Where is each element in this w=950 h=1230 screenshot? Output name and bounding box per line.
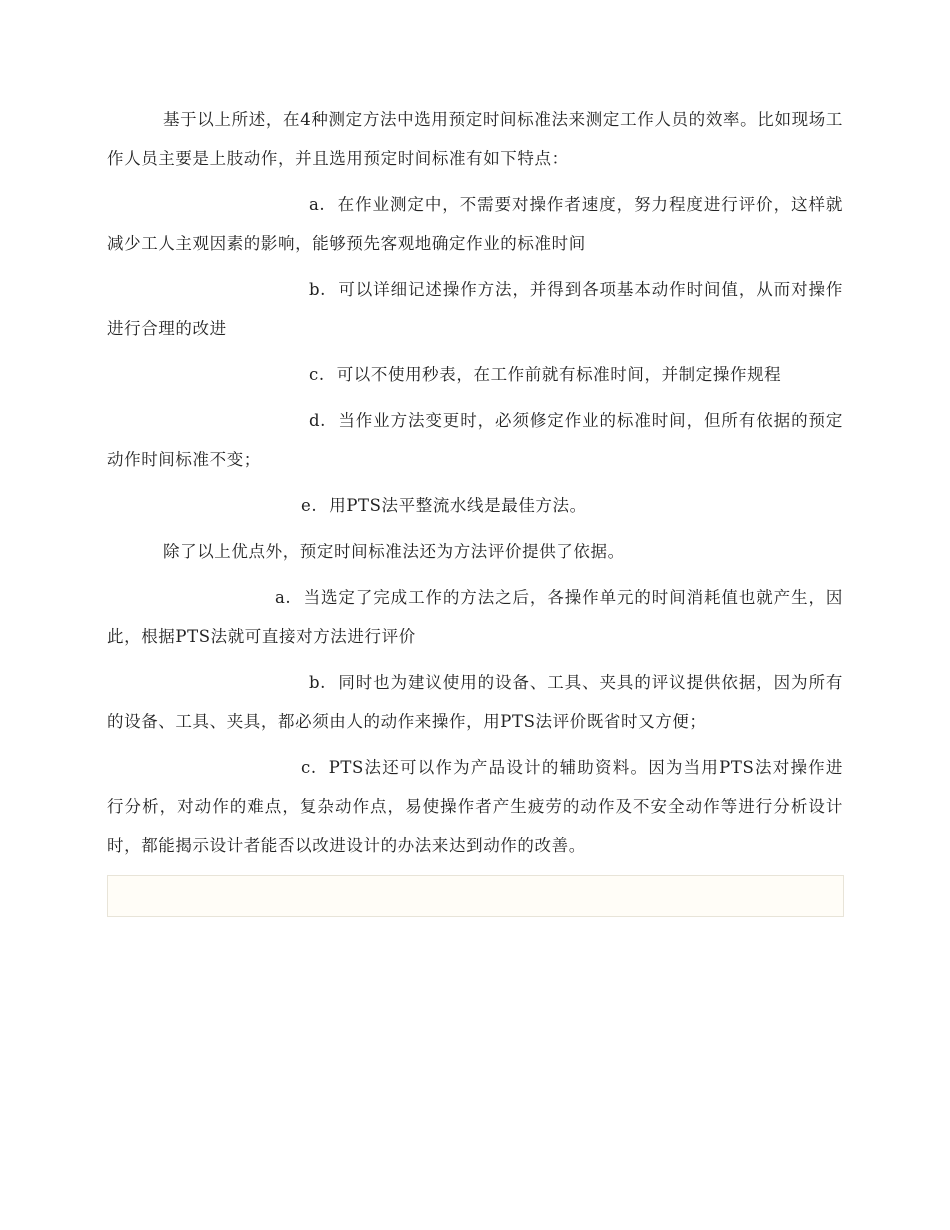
paragraph-text: 同时也为建议使用的设备、工具、夹具的评议提供依据，因为所有的设备、工具、夹具，都必须由人的动作来操作，用PTS法评价既省时又方便； xyxy=(107,673,843,731)
paragraph-text: 用PTS法平整流水线是最佳方法。 xyxy=(329,496,587,515)
document-body xyxy=(107,100,843,872)
paragraph-summary xyxy=(107,532,843,571)
list-item xyxy=(107,355,843,394)
list-marker: c. xyxy=(309,365,325,384)
paragraph-text: PTS法还可以作为产品设计的辅助资料。因为当用PTS法对操作进行分析，对动作的难点，复杂动作点，易使操作者产生疲劳的动作及不安全动作等进行分析设计时，都能揭示设计者能否以改进设计的办法来达到动作的改善。 xyxy=(107,758,843,855)
list-item xyxy=(107,486,843,525)
paragraph-intro xyxy=(107,100,843,178)
list-marker: d. xyxy=(309,411,327,430)
paragraph-text: 可以不使用秒表，在工作前就有标准时间，并制定操作规程 xyxy=(336,365,782,384)
list-item xyxy=(107,748,843,865)
list-item xyxy=(107,185,843,263)
list-item xyxy=(107,270,843,348)
list-marker: a. xyxy=(275,588,292,607)
paragraph-text: 当作业方法变更时，必须修定作业的标准时间，但所有依据的预定动作时间标准不变； xyxy=(107,411,843,469)
list-marker: b. xyxy=(309,673,327,692)
empty-note-box xyxy=(107,875,844,917)
list-item xyxy=(107,663,843,741)
paragraph-text: 当选定了完成工作的方法之后，各操作单元的时间消耗值也就产生，因此，根据PTS法就可直接对方法进行评价 xyxy=(107,588,843,646)
paragraph-text: 基于以上所述，在4种测定方法中选用预定时间标准法来测定工作人员的效率。比如现场工作人员主要是上肢动作，并且选用预定时间标准有如下特点： xyxy=(107,110,843,168)
list-marker: c. xyxy=(301,758,317,777)
paragraph-text: 除了以上优点外，预定时间标准法还为方法评价提供了依据。 xyxy=(163,542,625,561)
list-marker: e. xyxy=(301,496,318,515)
paragraph-text: 可以详细记述操作方法，并得到各项基本动作时间值，从而对操作进行合理的改进 xyxy=(107,280,843,338)
list-item xyxy=(107,401,843,479)
paragraph-text: 在作业测定中，不需要对操作者速度，努力程度进行评价，这样就减少工人主观因素的影响，能够预先客观地确定作业的标准时间 xyxy=(107,195,843,253)
list-marker: a. xyxy=(309,195,326,214)
list-marker: b. xyxy=(309,280,327,299)
list-item xyxy=(107,578,843,656)
